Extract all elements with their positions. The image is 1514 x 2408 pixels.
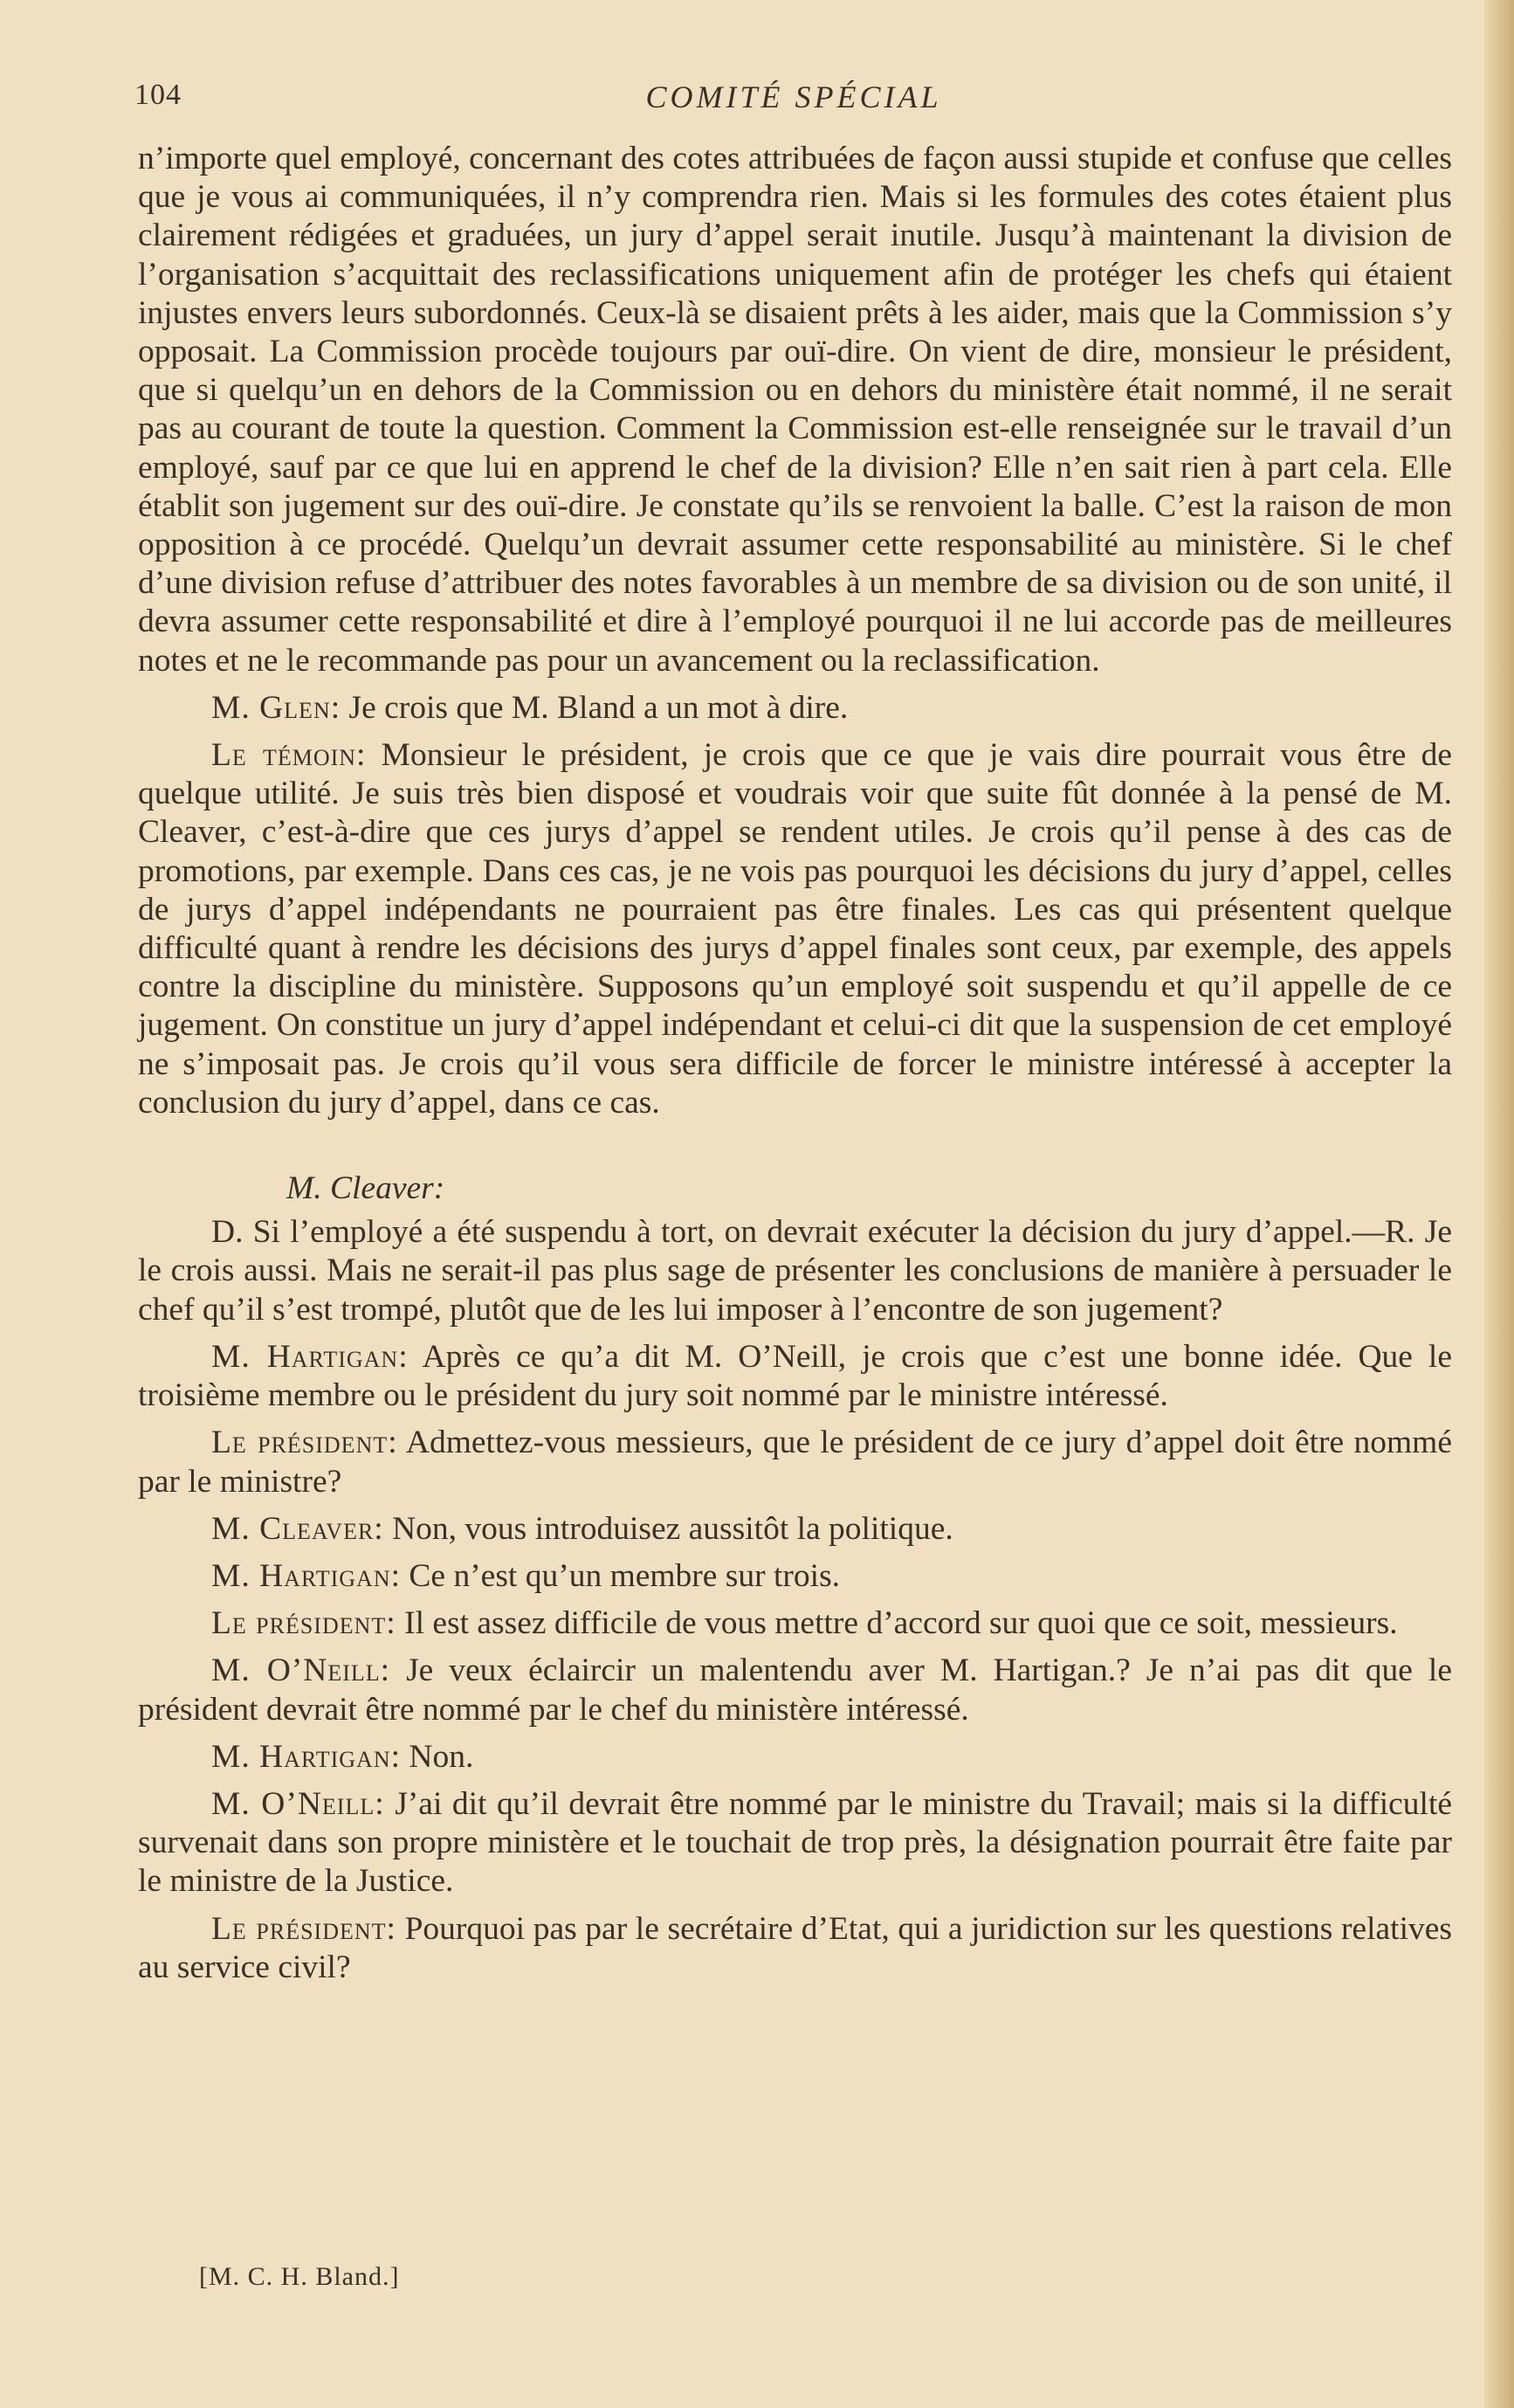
body-text [138,140,1452,1996]
speaker: Le président: [211,1605,396,1642]
speaker: M. O’Neill: [211,1785,385,1822]
paragraph-hartigan-1: M. Hartigan: Après ce qu’a dit M. O’Neill, je crois que c’est une bonne idée. Que le troisième membre ou le président du jury soit nommé par le ministre intéressé. [138,1338,1452,1414]
paragraph-hartigan-2: M. Hartigan: Ce n’est qu’un membre sur trois. [211,1557,841,1594]
footer-note: [M. C. H. Bland.] [199,2262,400,2291]
paragraph-hartigan-3: M. Hartigan: Non. [211,1738,474,1775]
page-edge [1484,0,1514,2408]
speaker: Le président: [211,1910,396,1947]
speaker: M. Cleaver: [211,1510,384,1547]
paragraph-oneill-2: M. O’Neill: J’ai dit qu’il devrait être nommé par le ministre du Travail; mais si la difficulté survenait dans son propre ministère et le touchait de trop près, la désignation pourrait être faite par le ministre de la Justice. [138,1785,1453,1900]
page-header [134,79,1453,131]
page-number: 104 [134,79,182,111]
speaker-heading-cleaver: M. Cleaver: [286,1170,445,1207]
speaker: Le président: [211,1425,398,1461]
speaker: Le témoin: [211,737,367,774]
paragraph-president-3: Le président: Pourquoi pas par le secrétaire d’Etat, qui a juridiction sur les questions relatives au service civil? [138,1910,1453,1985]
paragraph-oneill-1: M. O’Neill: Je veux éclaircir un malentendu aver M. Hartigan.? Je n’ai pas dit que le président devrait être nommé par le chef du ministère intéressé. [138,1652,1452,1728]
paragraph-cleaver: M. Cleaver: Non, vous introduisez aussitôt la politique. [211,1510,953,1547]
paragraph-president-1: Le président: Admettez-vous messieurs, que le président de ce jury d’appel doit être nommé par le ministre? [138,1425,1452,1500]
speaker: M. O’Neill: [211,1652,391,1689]
paragraph-president-2: Le président: Il est assez difficile de vous mettre d’accord sur quoi que ce soit, messieurs. [211,1605,1398,1642]
speaker: M. Hartigan: [211,1738,402,1775]
paragraph-glen: M. Glen: Je crois que M. Bland a un mot à dire. [211,689,849,726]
paragraph-temoin: Le témoin: Monsieur le président, je crois que ce que je vais dire pourrait vous être de quelque utilité. Je suis très bien disposé et voudrais voir que suite fût donnée à la pensé de M. Cleaver, c’est-à-dire que ces jurys d’appel se rendent utiles. Je crois qu’il pense à des cas de promotions, par exemple. Dans ces cas, je ne vois pas pourquoi les décisions du jury d’appel, celles de jurys d’appel indépendants ne pourraient pas être finales. Les cas qui présentent quelque difficulté quant à rendre les décisions des jurys d’appel finales sont ceux, par exemple, des appels contre la discipline du ministère. Supposons qu’un employé soit suspendu et qu’il appelle de ce jugement. On constitue un jury d’appel indépendant et celui-ci dit que la suspension de cet employé ne s’imposait pas. Je crois qu’il vous sera difficile de forcer le ministre intéressé à accepter la conclusion du jury d’appel, dans ce cas. [138,737,1453,1121]
speaker: M. Hartigan: [211,1338,409,1375]
speaker: M. Hartigan: [211,1557,402,1594]
paragraph-continuation: n’importe quel employé, concernant des cotes attribuées de façon aussi stupide et confuse que celles que je vous ai communiquées, il n’y comprendra rien. Mais si les formules des cotes étaient plus clairement rédigées et graduées, un jury d’appel serait inutile. Jusqu’à maintenant la division de l’organisation s’acquittait des reclassifications uniquement afin de protéger les chefs qui étaient injustes envers leurs subordonnés. Ceux-là se disaient prêts à les aider, mais que la Commission s’y opposait. La Commission procède toujours par ouï-dire. On vient de dire, monsieur le président, que si quelqu’un en dehors de la Commission ou en dehors du ministère était nommé, il ne serait pas au courant de toute la question. Comment la Commission est-elle renseignée sur le travail d’un employé, sauf par ce que lui en apprend le chef de la division? Elle n’en sait rien à part cela. Elle établit son jugement sur des ouï-dire. Je constate qu’ils se renvoient la balle. C’est la raison de mon opposition à ce procédé. Quelqu’un devrait assumer cette responsabilité au ministère. Si le chef d’une division refuse d’attribuer des notes favorables à un membre de sa division ou de son unité, il devra assumer cette responsabilité et dire à l’employé pourquoi il ne lui accorde pas de meilleures notes et ne le recommande pas pour un avancement ou la reclassification. [138,141,1452,679]
speaker: M. Glen: [211,689,341,726]
running-title: COMITÉ SPÉCIAL [645,79,942,114]
paragraph-question-answer: D. Si l’employé a été suspendu à tort, on devrait exécuter la décision du jury d’appel.—R. Je le crois aussi. Mais ne serait-il pas plus sage de présenter les conclusions de manière à persuader le chef qu’il s’est trompé, plutôt que de les lui imposer à l’encontre de son jugement? [138,1214,1452,1328]
